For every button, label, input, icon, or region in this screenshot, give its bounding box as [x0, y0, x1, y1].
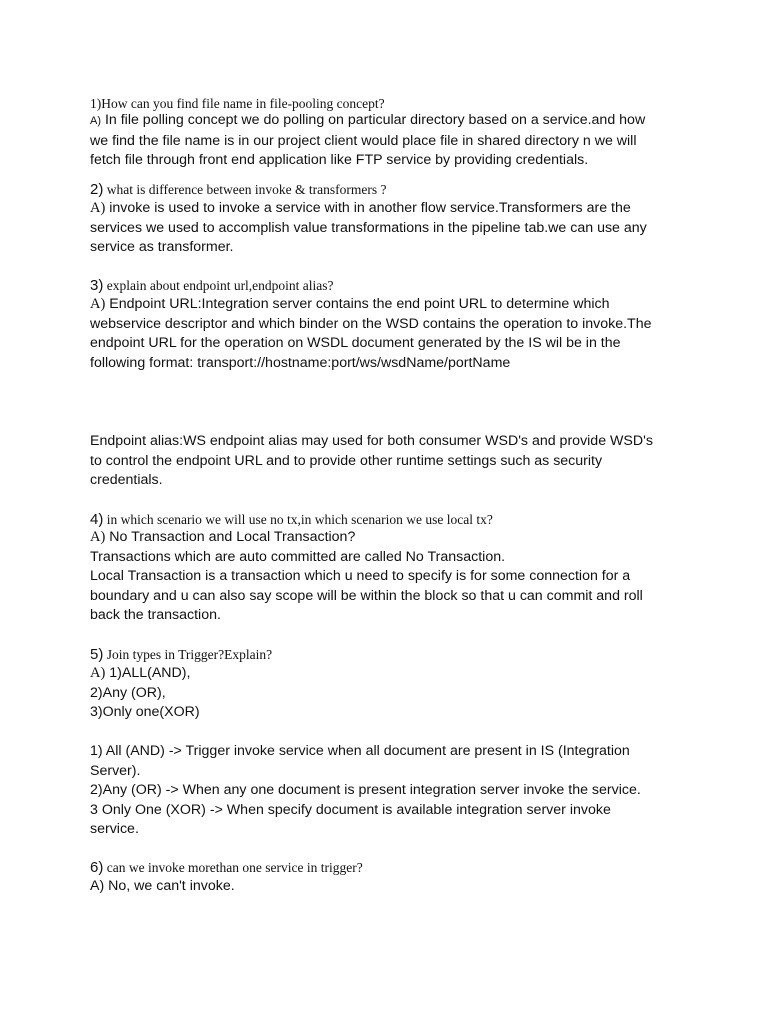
question-4: 4) in which scenario we will use no tx,in which scenarion we use local tx? — [90, 511, 493, 528]
question-5: 5) Join types in Trigger?Explain? — [90, 646, 273, 663]
question-1-text: 1)How can you find file name in file-pooling concept? — [90, 96, 385, 111]
question-3: 3) explain about endpoint url,endpoint alias? — [90, 277, 334, 294]
question-6-text: can we invoke morethan one service in trigger? — [106, 860, 363, 875]
answer-5: A) 1)ALL(AND), 2)Any (OR), 3)Only one(XOR) — [90, 665, 200, 720]
question-4-text: in which scenario we will use no tx,in which scenarion we use local tx? — [106, 512, 493, 527]
question-5-text: Join types in Trigger?Explain? — [106, 647, 273, 662]
answer-3: A) Endpoint URL:Integration server contains the end point URL to determine which webservice descriptor and which binder on the WSD contains the operation to invoke.The endpoint URL for the operation on WSDL document generated by the IS wil be in the following format: transport://hostname:port/ws/wsdName/portName — [90, 296, 652, 371]
join-types-details: 1) All (AND) -> Trigger invoke service when all document are present in IS (Integration Server). 2)Any (OR) -> When any one document is present integration server invoke the service. 3 Only One (XOR) -> When specify document is available integration server invoke service. — [90, 743, 641, 837]
question-2: 2) what is difference between invoke & transformers ? — [90, 181, 387, 198]
question-3-text: explain about endpoint url,endpoint alias? — [106, 278, 334, 293]
answer-2: A) invoke is used to invoke a service with in another flow service.Transformers are the services we used to accomplish value transformations in the pipeline tab.we can use any service as transformer. — [90, 200, 647, 255]
answer-1: A) In file polling concept we do polling on particular directory based on a service.and how we find the file name is in our project client would place file in shared directory n we will fetch file through front end application like FTP service by providing credentials. — [90, 112, 646, 168]
answer-6: A) No, we can't invoke. — [90, 878, 235, 894]
answer-1-prefix: A) — [90, 115, 101, 127]
question-6: 6) can we invoke morethan one service in trigger? — [90, 859, 363, 876]
endpoint-alias-paragraph: Endpoint alias:WS endpoint alias may used for both consumer WSD's and provide WSD's to control the endpoint URL and to provide other runtime settings such as security credentials. — [90, 433, 653, 488]
question-2-text: what is difference between invoke & transformers ? — [106, 182, 387, 197]
answer-4: A) No Transaction and Local Transaction? Transactions which are auto committed are called No Transaction. Local Transaction is a transaction which u need to specify is for some connection for a boundary and u can also say scope will be within the block so that u can commit and roll back the transaction. — [90, 529, 643, 623]
